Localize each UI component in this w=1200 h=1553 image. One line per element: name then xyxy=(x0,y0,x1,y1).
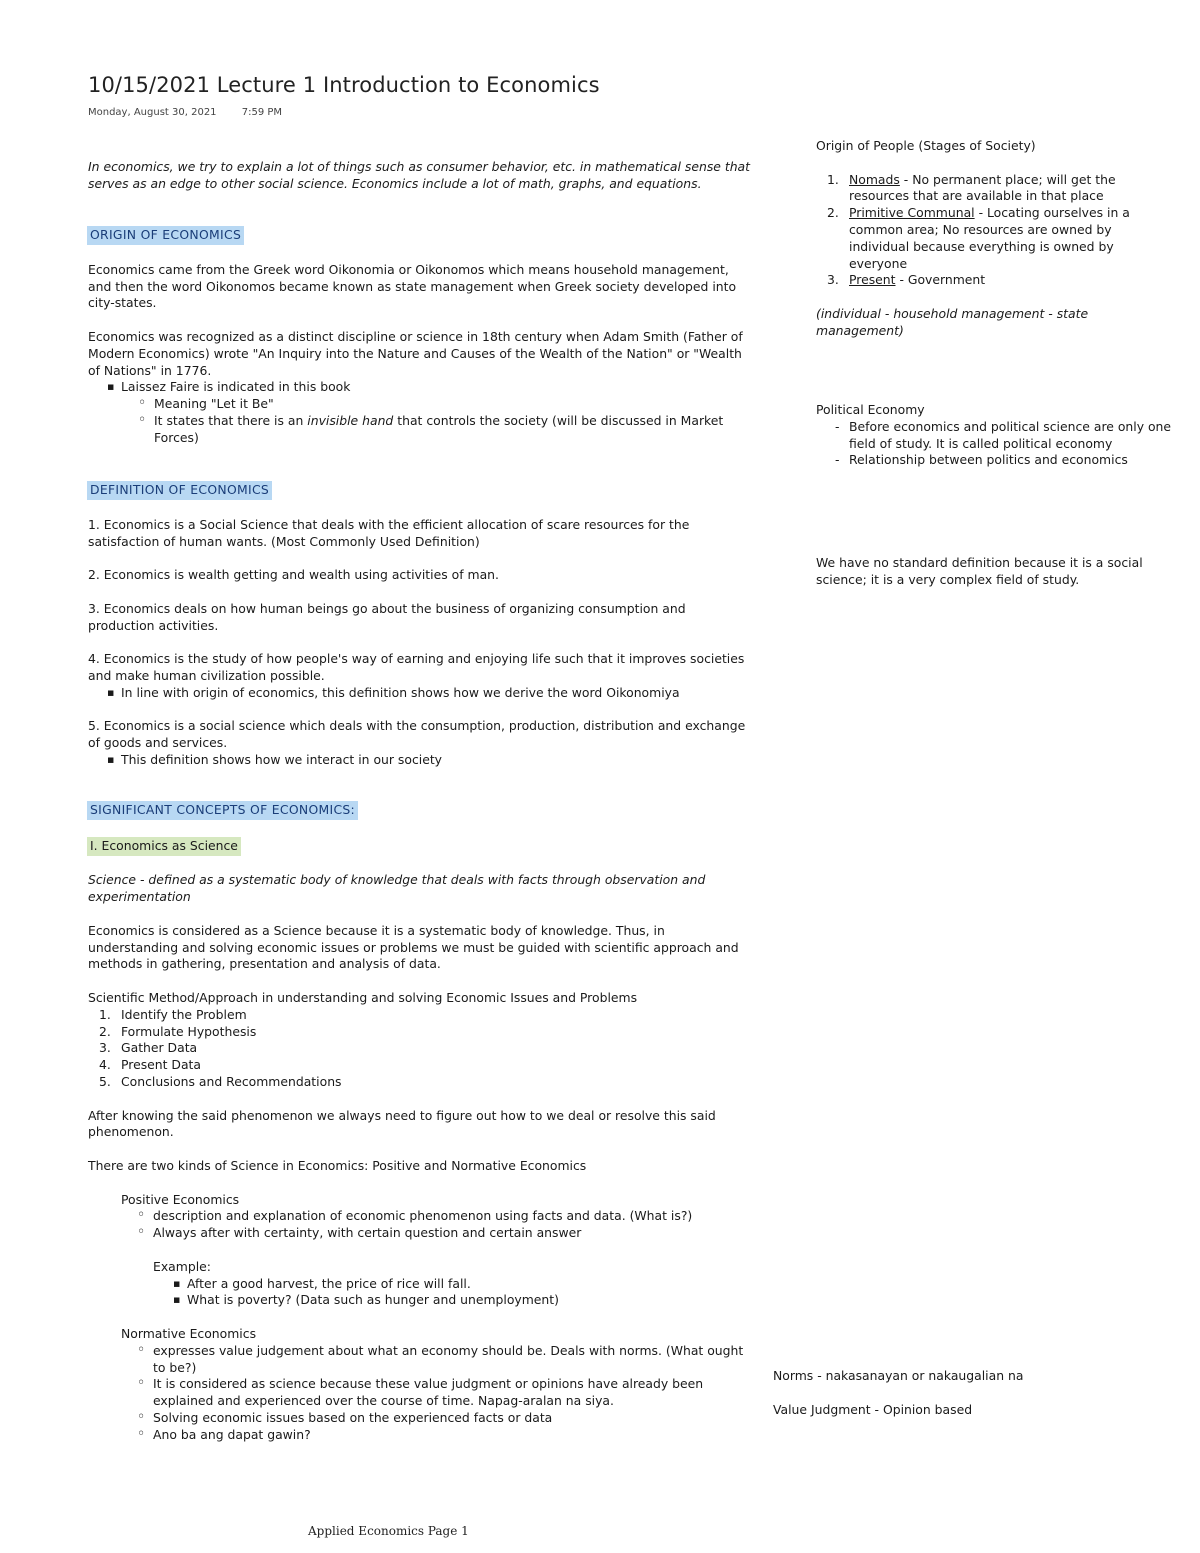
origin-para1: Economics came from the Greek word Oikonomia or Oikonomos which means household management, and then the word Oikonomos became known as state management when Greek society developed into city-states. xyxy=(88,261,737,311)
value-judgment-text: Value Judgment - Opinion based xyxy=(773,1401,973,1417)
definition-4-bullet: ▪ In line with origin of economics, this definition shows how we derive the word Oikonomiya xyxy=(121,685,750,702)
origin-people-title: Origin of People (Stages of Society) xyxy=(816,138,1036,153)
method-step: 5. Conclusions and Recommendations xyxy=(99,1073,342,1089)
origin-bullet xyxy=(121,379,750,446)
normative-point-1: ◦ expresses value judgement about what an economy should be. Deals with norms. (What ought to be?) xyxy=(153,1343,750,1377)
origin-people-summary: (individual - household management - state management) xyxy=(816,305,1089,338)
stage-present: 3. Present - Government xyxy=(827,272,986,288)
page-footer: Applied Economics Page 1 xyxy=(308,1524,469,1538)
method-step: 3. Gather Data xyxy=(99,1040,198,1056)
normative-point-2: ◦ It is considered as science because these value judgment or opinions have already been explained and experienced over the course of time. Napag-aralan na siya. xyxy=(153,1376,750,1410)
page-meta xyxy=(88,107,282,118)
method-step: 4. Present Data xyxy=(99,1057,202,1073)
example-1: ▪ After a good harvest, the price of rice will fall. xyxy=(187,1276,750,1293)
page-time: 7:59 PM xyxy=(241,107,283,118)
normative-title: Normative Economics xyxy=(121,1325,257,1341)
definition-4: 4. Economics is the study of how people's way of earning and enjoying life such that it improves societies and make human civilization possible. xyxy=(88,651,745,683)
science-definition: Science - defined as a systematic body of knowledge that deals with facts through observation and experimentation xyxy=(88,872,706,905)
after-paragraph: After knowing the said phenomenon we always need to figure out how to we deal or resolve this said phenomenon. xyxy=(88,1107,716,1140)
positive-point-2: ◦ Always after with certainty, with certain question and certain answer xyxy=(153,1225,750,1242)
positive-point-1: ◦ description and explanation of economic phenomenon using facts and data. (What is?) xyxy=(153,1208,750,1225)
origin-bullet-text: Laissez Faire is indicated in this book xyxy=(121,379,351,395)
normative-economics xyxy=(88,1326,750,1444)
definition-heading: DEFINITION OF ECONOMICS xyxy=(87,481,272,500)
example-label: Example: xyxy=(153,1258,211,1274)
concepts-heading: SIGNIFICANT CONCEPTS OF ECONOMICS: xyxy=(87,801,358,820)
norms-text: Norms - nakasanayan or nakaugalian na xyxy=(773,1368,1024,1383)
example-2: ▪ What is poverty? (Data such as hunger and unemployment) xyxy=(187,1292,750,1309)
two-kinds-text: There are two kinds of Science in Economics: Positive and Normative Economics xyxy=(88,1157,587,1173)
stage-primitive-communal: 2. Primitive Communal - Locating ourselves in a common area; No resources are owned by individual because everything is owned by everyone xyxy=(827,205,1130,271)
concepts-subheading: I. Economics as Science xyxy=(87,837,241,856)
definition-section xyxy=(88,481,750,769)
political-economy-note xyxy=(816,402,1191,469)
political-economy-title: Political Economy xyxy=(816,402,925,417)
no-standard-note xyxy=(816,555,1164,589)
origin-para2: Economics was recognized as a distinct discipline or science in 18th century when Adam Smith (Father of Modern Economics) wrote "An Inquiry into the Nature and Causes of the Wealth of the Nation" or "Wealth of Nations" in 1776. xyxy=(88,328,743,378)
definition-5: 5. Economics is a social science which deals with the consumption, production, distribution and exchange of goods and services. xyxy=(88,718,746,751)
definition-3: 3. Economics deals on how human beings go about the business of organizing consumption and production activities. xyxy=(88,600,686,633)
normative-point-3: ◦ Solving economic issues based on the experienced facts or data xyxy=(153,1410,750,1427)
origin-sub1: ◦ Meaning "Let it Be" xyxy=(154,396,750,413)
method-title: Scientific Method/Approach in understanding and solving Economic Issues and Problems xyxy=(88,989,638,1005)
stage-nomads: 1. Nomads - No permanent place; will get the resources that are available in that place xyxy=(827,171,1116,204)
method-step: 1. Identify the Problem xyxy=(99,1006,247,1022)
origin-section xyxy=(88,226,750,447)
page-title: 10/15/2021 Lecture 1 Introduction to Economics xyxy=(88,73,600,97)
origin-sub2: ◦ It states that there is an invisible hand that controls the society (will be discussed in Market Forces) xyxy=(154,413,750,447)
positive-title: Positive Economics xyxy=(121,1191,240,1207)
invisible-hand-text: invisible hand xyxy=(307,412,394,428)
no-standard-text: We have no standard definition because it is a social science; it is a very complex field of study. xyxy=(816,555,1143,587)
normative-point-4: ◦ Ano ba ang dapat gawin? xyxy=(153,1427,750,1444)
political-bullet-1: - Before economics and political science are only one field of study. It is called political economy xyxy=(849,419,1191,453)
definition-5-bullet: ▪ This definition shows how we interact in our society xyxy=(121,752,750,769)
positive-economics xyxy=(88,1192,750,1310)
concepts-section xyxy=(88,801,750,1443)
definition-1: 1. Economics is a Social Science that deals with the efficient allocation of scare resources for the satisfaction of human wants. (Most Commonly Used Definition) xyxy=(88,516,690,549)
intro-block xyxy=(88,159,750,193)
method-step: 2. Formulate Hypothesis xyxy=(99,1023,257,1039)
science-paragraph: Economics is considered as a Science because it is a systematic body of knowledge. Thus, in understanding and solving economic issues or problems we must be guided with scientific approach and methods in gathering, presentation and analysis of data. xyxy=(88,922,739,972)
norms-note xyxy=(773,1368,1153,1418)
definition-2: 2. Economics is wealth getting and wealth using activities of man. xyxy=(88,567,499,583)
political-bullet-2: - Relationship between politics and economics xyxy=(849,452,1191,469)
method-steps xyxy=(88,1007,750,1091)
origin-people-note xyxy=(816,138,1164,340)
intro-text: In economics, we try to explain a lot of things such as consumer behavior, etc. in mathematical sense that serves as an edge to other social science. Economics include a lot of math, graphs, and equations. xyxy=(88,159,751,191)
page-date: Monday, August 30, 2021 xyxy=(88,107,217,118)
origin-heading: ORIGIN OF ECONOMICS xyxy=(87,226,244,245)
